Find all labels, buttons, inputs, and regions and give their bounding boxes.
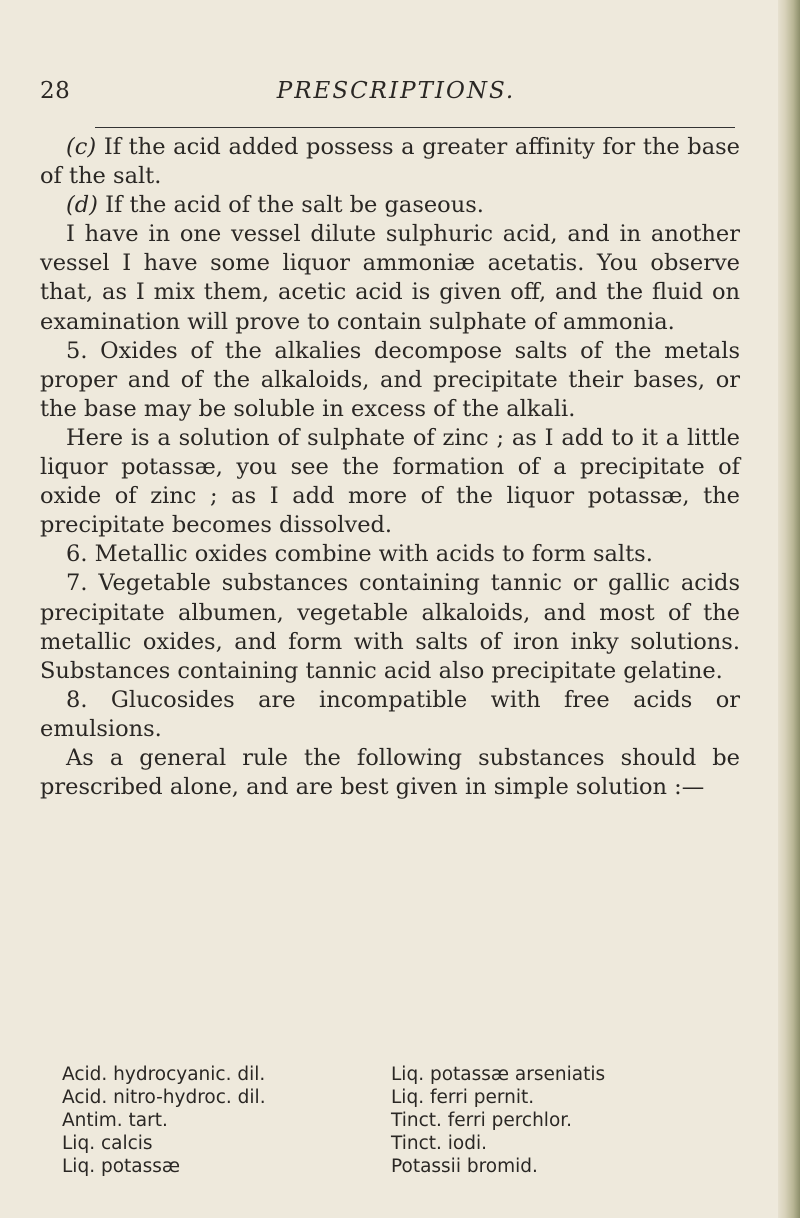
page-header [40,78,752,118]
paragraph-label: (c) [66,134,97,160]
page-edge-shadow [778,0,800,1218]
paragraph-text: 6. Metallic oxides combine with acids to form salts. [66,541,653,568]
list-item: Liq. calcis [62,1133,153,1154]
paragraph-text: I have in one vessel dilute sulphuric acid, and in another vessel I have some liquor ammoniæ acetatis. You observe that, as I mix them, acetic acid is given off, and the fluid on examination will prove to contain sulphate of ammonia. [40,221,740,335]
paragraph-text: 7. Vegetable substances containing tannic or gallic acids precipitate albumen, vegetable alkaloids, and most of the metallic oxides, and form with salts of iron inky solutions. Substances containing tannic acid also precipitate gelatine. [40,570,740,684]
paragraph-label: (d) [66,192,98,219]
paragraph-c [40,133,740,191]
substance-column-left [62,1063,266,1178]
paragraph-text: 5. Oxides of the alkalies decompose salts of the metals proper and of the alkaloids, and precipitate their bases, or the base may be soluble in excess of the alkali. [40,337,740,422]
list-item: Tinct. iodi. [391,1133,488,1154]
page-number: 28 [40,78,71,104]
paragraph-text: 8. Glucosides are incompatible with free acids or emulsions. [40,686,740,742]
paragraph-d [40,191,740,220]
paragraph-text: If the acid of the salt be gaseous. [97,192,484,219]
list-item: Tinct. ferri perchlor. [391,1110,573,1131]
paragraph-experiment-zinc [40,424,740,540]
paragraph-text: As a general rule the following substances should be prescribed alone, and are best given in simple solution :— [40,744,740,801]
substance-column-right [391,1063,605,1178]
list-item: Liq. potassæ [62,1156,181,1177]
list-item: Acid. nitro-hydroc. dil. [62,1087,266,1108]
list-item: Liq. ferri pernit. [391,1087,535,1108]
body-text [40,133,740,802]
paragraph-general-rule [40,744,740,802]
paragraph-rule-8 [40,686,740,744]
list-item: Liq. potassæ arseniatis [391,1064,606,1085]
list-item: Antim. tart. [62,1110,168,1131]
paragraph-rule-7 [40,569,740,685]
header-rule [95,127,735,128]
paragraph-experiment-sulphuric [40,220,740,336]
list-item: Acid. hydrocyanic. dil. [62,1064,266,1085]
paragraph-text: If the acid added possess a greater affinity for the base of the salt. [40,134,740,190]
running-title: PRESCRIPTIONS. [276,78,516,104]
paragraph-rule-5 [40,337,740,424]
paragraph-rule-6 [40,540,740,569]
paragraph-text: Here is a solution of sulphate of zinc ; as I add to it a little liquor potassæ, you see the formation of a precipitate of oxide of zinc ; as I add more of the liquor potassæ, the precipitate becomes dissolved. [40,424,740,539]
list-item: Potassii bromid. [391,1156,538,1177]
